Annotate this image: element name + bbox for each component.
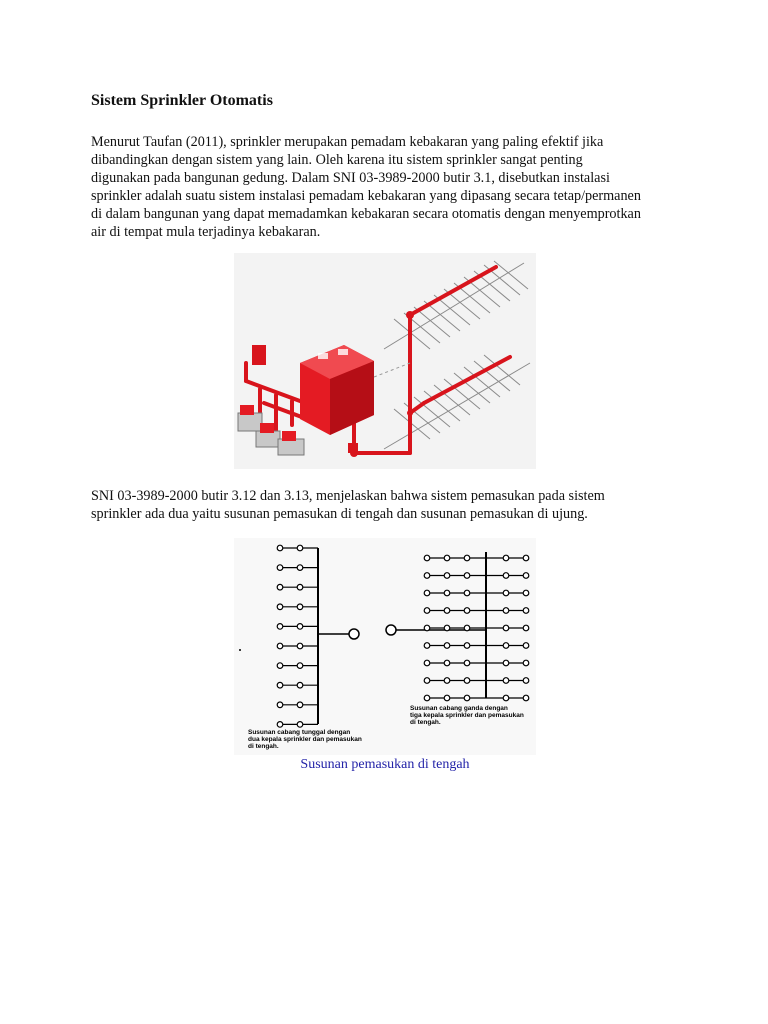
sprinkler-head <box>297 565 303 571</box>
sprinkler-head <box>277 545 283 551</box>
sprinkler-head <box>464 660 470 666</box>
sprinkler-head <box>503 573 509 579</box>
sprinkler-head <box>523 695 529 701</box>
sprinkler-head <box>424 555 430 561</box>
sprinkler-head <box>503 590 509 596</box>
text-line: SNI 03-3989-2000 butir 3.12 dan 3.13, menjelaskan bahwa sistem pemasukan pada sistem <box>91 488 605 504</box>
sprinkler-head <box>464 608 470 614</box>
sprinkler-head <box>297 624 303 630</box>
sprinkler-head <box>444 678 450 684</box>
sprinkler-head <box>503 695 509 701</box>
sprinkler-head <box>464 590 470 596</box>
sprinkler-head <box>444 573 450 579</box>
sprinkler-head <box>523 678 529 684</box>
sprinkler-head <box>444 643 450 649</box>
sprinkler-head <box>523 625 529 631</box>
sprinkler-head <box>464 643 470 649</box>
text-line: sprinkler ada dua yaitu susunan pemasukan di tengah dan susunan pemasukan di ujung. <box>91 506 588 522</box>
sprinkler-head <box>424 590 430 596</box>
sprinkler-head <box>424 660 430 666</box>
branch-layout-drawing <box>234 538 536 755</box>
sprinkler-head <box>297 545 303 551</box>
center-feed-diagram <box>234 538 536 755</box>
left-diagram-label: Susunan cabang tunggal dengan dua kepala sprinkler dan pemasukan di tengah. <box>248 729 362 750</box>
section-heading: Sistem Sprinkler Otomatis <box>91 92 273 109</box>
sprinkler-head <box>444 608 450 614</box>
sprinkler-head <box>503 643 509 649</box>
sprinkler-head <box>277 584 283 590</box>
sprinkler-head <box>277 722 283 728</box>
text-line: digunakan pada bangunan gedung. Dalam SNI 03-3989-2000 butir 3.1, disebutkan instalasi <box>91 170 610 186</box>
sprinkler-head <box>523 573 529 579</box>
sprinkler-head <box>277 702 283 708</box>
sprinkler-head <box>503 625 509 631</box>
sprinkler-head <box>523 555 529 561</box>
sprinkler-head <box>464 625 470 631</box>
sprinkler-head <box>424 678 430 684</box>
sprinkler-head <box>277 624 283 630</box>
sprinkler-head <box>503 678 509 684</box>
sprinkler-head <box>424 608 430 614</box>
sprinkler-head <box>444 555 450 561</box>
sprinkler-head <box>277 663 283 669</box>
sprinkler-head <box>523 590 529 596</box>
control-panel <box>252 345 266 365</box>
text-line: Menurut Taufan (2011), sprinkler merupakan pemadam kebakaran yang paling efektif jika <box>91 134 604 150</box>
sprinkler-head <box>464 695 470 701</box>
sprinkler-head <box>297 584 303 590</box>
figure-caption: Susunan pemasukan di tengah <box>300 757 470 772</box>
sprinkler-installation-illustration <box>234 253 536 469</box>
sprinkler-head <box>444 660 450 666</box>
text-line: sprinkler adalah suatu sistem instalasi pemadam kebakaran yang dipasang secara tetap/permanen <box>91 188 641 204</box>
sprinkler-head <box>277 604 283 610</box>
sprinkler-head <box>297 722 303 728</box>
right-feed-point <box>386 625 396 635</box>
left-feed-point <box>349 629 359 639</box>
right-diagram-label: Susunan cabang ganda dengan tiga kepala sprinkler dan pemasukan di tengah. <box>410 705 524 726</box>
sprinkler-head <box>424 643 430 649</box>
sprinkler-head <box>297 663 303 669</box>
sprinkler-head <box>424 695 430 701</box>
text-line: di dalam bangunan yang dapat memadamkan kebakaran secara otomatis dengan menyemprotkan <box>91 206 641 222</box>
paragraph-definition <box>91 133 691 241</box>
paragraph-feed-system <box>91 487 691 523</box>
sprinkler-head <box>297 604 303 610</box>
text-line: dibandingkan dengan sistem yang lain. Oleh karena itu sistem sprinkler sangat penting <box>91 152 583 168</box>
sprinkler-head <box>444 625 450 631</box>
sprinkler-head <box>464 573 470 579</box>
sprinkler-system-drawing <box>234 253 536 469</box>
sprinkler-head <box>503 608 509 614</box>
sprinkler-head <box>297 702 303 708</box>
sprinkler-head <box>523 660 529 666</box>
sprinkler-head <box>444 695 450 701</box>
sprinkler-head <box>523 608 529 614</box>
sprinkler-head <box>503 660 509 666</box>
sprinkler-head <box>277 682 283 688</box>
sprinkler-head <box>464 678 470 684</box>
sprinkler-head <box>444 590 450 596</box>
sprinkler-head <box>424 573 430 579</box>
sprinkler-head <box>297 682 303 688</box>
sprinkler-head <box>523 643 529 649</box>
sprinkler-head <box>424 625 430 631</box>
sprinkler-head <box>464 555 470 561</box>
sprinkler-head <box>297 643 303 649</box>
sprinkler-head <box>277 643 283 649</box>
text-line: air di tempat mula terjadinya kebakaran. <box>91 224 321 240</box>
sprinkler-head <box>277 565 283 571</box>
sprinkler-head <box>503 555 509 561</box>
